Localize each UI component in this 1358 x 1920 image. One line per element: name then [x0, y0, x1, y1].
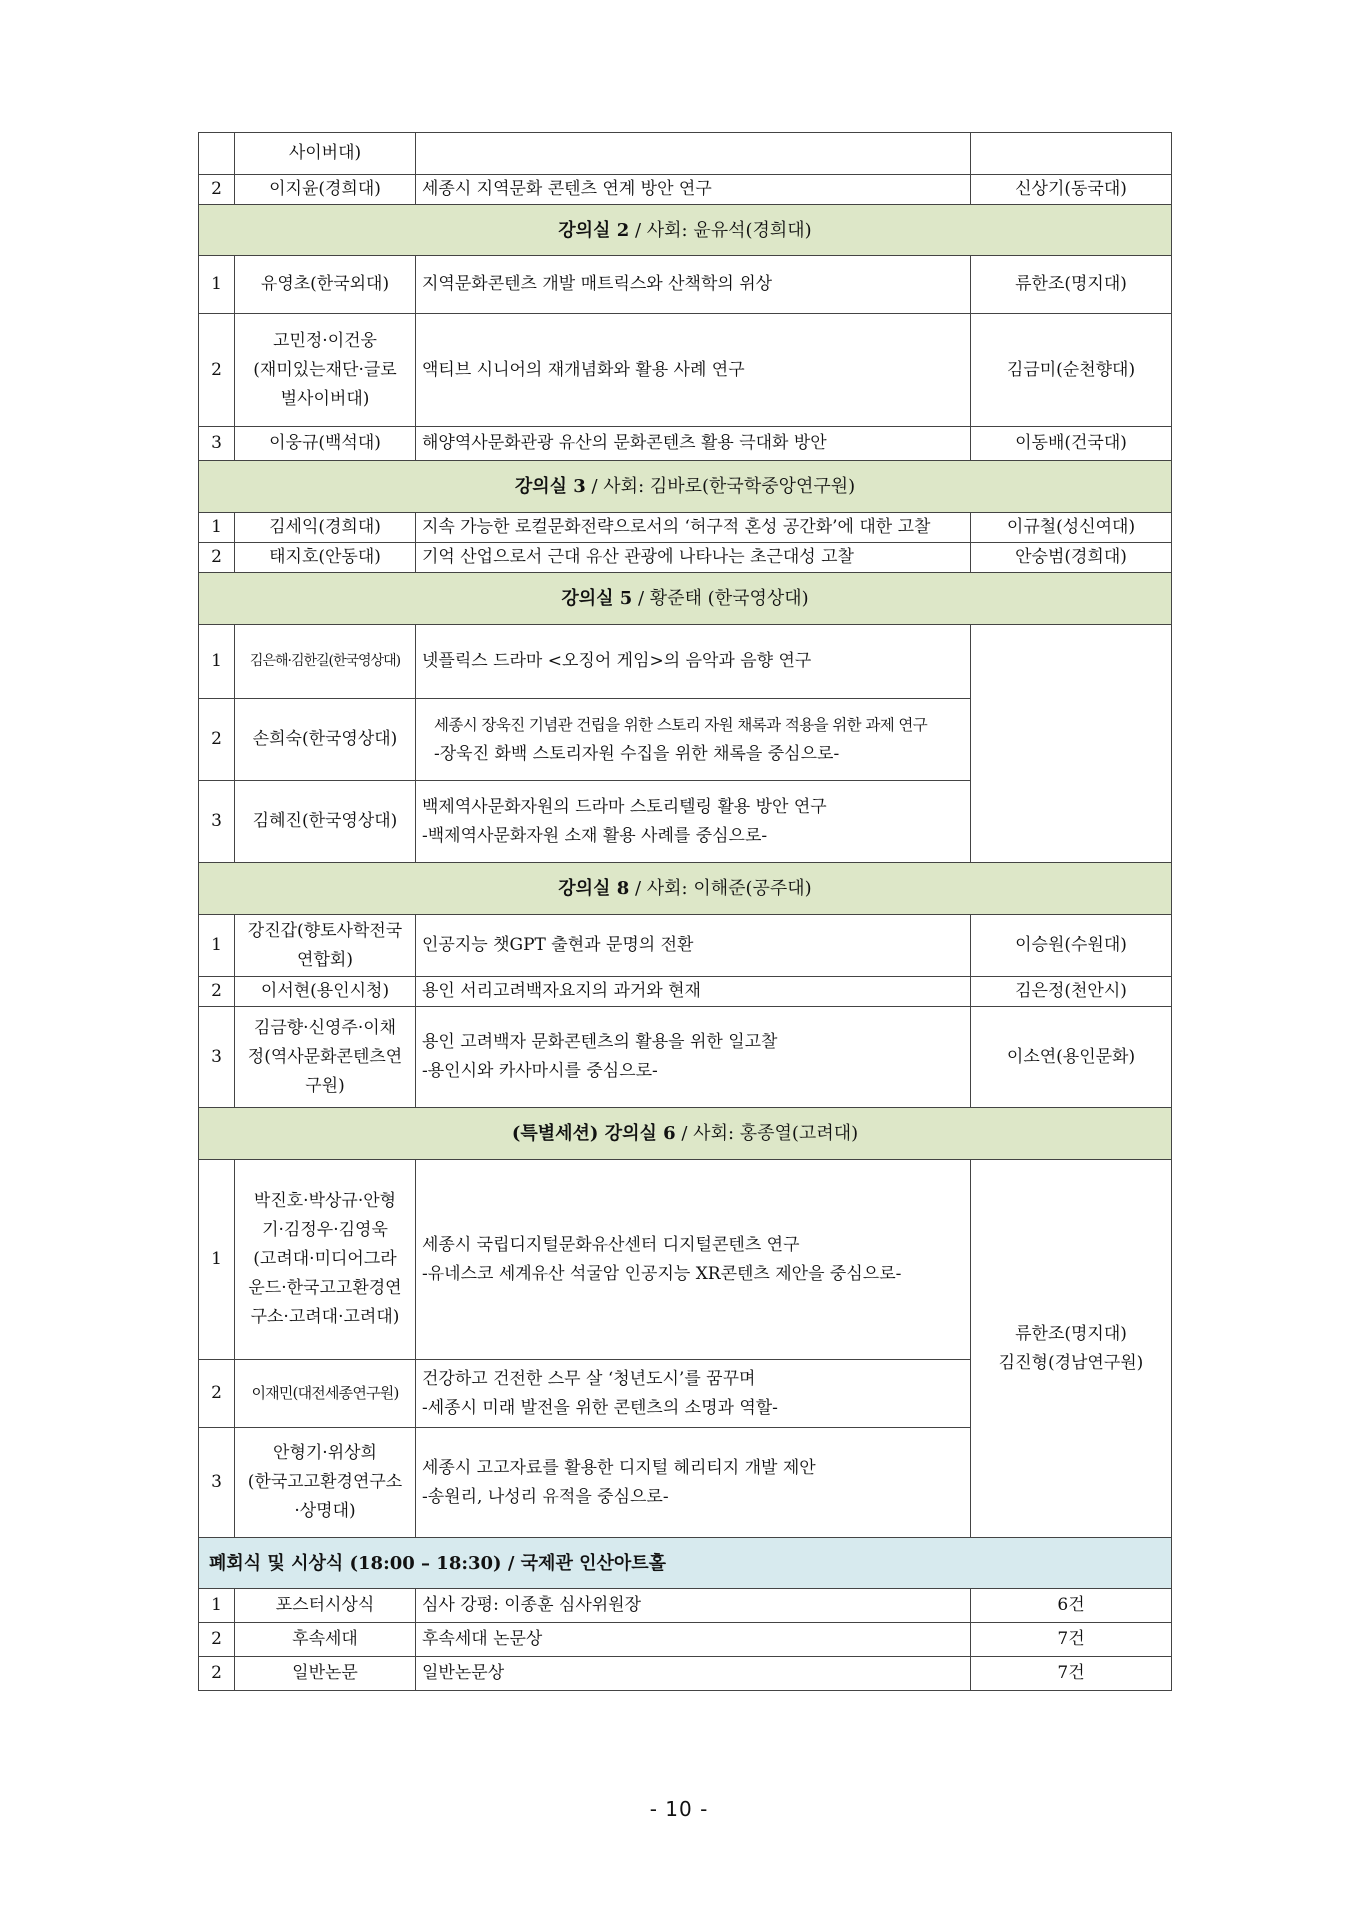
paper-title: 용인 고려백자 문화콘텐츠의 활용을 위한 일고찰 -용인시와 카사마시를 중심으로- — [416, 1007, 971, 1108]
section-header-special — [199, 1108, 1172, 1160]
discussant: 이규철(성신여대) — [971, 513, 1172, 543]
discussant: 이소연(용인문화) — [971, 1007, 1172, 1108]
row-number: 1 — [199, 1160, 235, 1360]
section-host: / 사회: 윤유석(경희대) — [629, 219, 812, 241]
discussant: 안숭범(경희대) — [971, 543, 1172, 573]
page-number: - 10 - — [649, 1797, 709, 1821]
award-count: 7건 — [971, 1657, 1172, 1691]
program-table — [198, 132, 1172, 1691]
row-number: 1 — [199, 513, 235, 543]
table-row — [199, 133, 1172, 175]
section-room-label: 강의실 8 — [558, 878, 630, 899]
presenter: 김금향·신영주·이채 정(역사문화콘텐츠연 구원) — [235, 1007, 416, 1108]
table-row — [199, 1623, 1172, 1657]
closing-ceremony-header: 폐회식 및 시상식 (18:00 – 18:30) / 국제관 인산아트홀 — [199, 1538, 1172, 1589]
section-host: / 사회: 홍종열(고려대) — [675, 1123, 859, 1144]
paper-title: 액티브 시니어의 재개념화와 활용 사례 연구 — [416, 314, 971, 427]
presenter: 김혜진(한국영상대) — [235, 781, 416, 863]
table-row — [199, 513, 1172, 543]
row-number — [199, 133, 235, 175]
table-row — [199, 1160, 1172, 1360]
row-number: 3 — [199, 1007, 235, 1108]
paper-title: 해양역사문화관광 유산의 문화콘텐츠 활용 극대화 방안 — [416, 427, 971, 461]
presenter: 김세익(경희대) — [235, 513, 416, 543]
table-row — [199, 1589, 1172, 1623]
table-row — [199, 1007, 1172, 1108]
paper-title: 세종시 장욱진 기념관 건립을 위한 스토리 자원 채록과 적용을 위한 과제 연구 -장욱진 화백 스토리자원 수집을 위한 채록을 중심으로- — [416, 699, 971, 781]
row-number: 2 — [199, 699, 235, 781]
table-row — [199, 977, 1172, 1007]
row-number: 2 — [199, 1360, 235, 1428]
paper-title: 세종시 고고자료를 활용한 디지털 헤리티지 개발 제안 -송원리, 나성리 유적을 중심으로- — [416, 1428, 971, 1538]
presenter: 안형기·위상희 (한국고고환경연구소 ·상명대) — [235, 1428, 416, 1538]
paper-title: 지속 가능한 로컬문화전략으로서의 ‘허구적 혼성 공간화’에 대한 고찰 — [416, 513, 971, 543]
section-header-room8 — [199, 863, 1172, 915]
row-number: 2 — [199, 1623, 235, 1657]
section-header-room3 — [199, 461, 1172, 513]
presenter: 고민정·이건웅 (재미있는재단·글로 벌사이버대) — [235, 314, 416, 427]
row-number: 1 — [199, 256, 235, 314]
row-number: 1 — [199, 625, 235, 699]
discussant: 류한조(명지대) 김진형(경남연구원) — [971, 1160, 1172, 1538]
award-category: 일반논문 — [235, 1657, 416, 1691]
section-room-label: 강의실 2 — [558, 219, 630, 241]
discussant: 김은정(천안시) — [971, 977, 1172, 1007]
paper-title: 백제역사문화자원의 드라마 스토리텔링 활용 방안 연구 -백제역사문화자원 소재 활용 사례를 중심으로- — [416, 781, 971, 863]
presenter: 이지윤(경희대) — [235, 175, 416, 205]
section-host: / 사회: 이해준(공주대) — [629, 878, 812, 899]
paper-title: 인공지능 챗GPT 출현과 문명의 전환 — [416, 915, 971, 977]
presenter: 손희숙(한국영상대) — [235, 699, 416, 781]
presenter: 사이버대) — [235, 133, 416, 175]
discussant: 김금미(순천향대) — [971, 314, 1172, 427]
section-host: / 사회: 김바로(한국학중앙연구원) — [585, 476, 856, 497]
row-number: 2 — [199, 175, 235, 205]
award-category: 후속세대 — [235, 1623, 416, 1657]
presenter: 태지호(안동대) — [235, 543, 416, 573]
award-count: 6건 — [971, 1589, 1172, 1623]
paper-title: 세종시 국립디지털문화유산센터 디지털콘텐츠 연구 -유네스코 세계유산 석굴암 인공지능 XR콘텐츠 제안을 중심으로- — [416, 1160, 971, 1360]
row-number: 2 — [199, 977, 235, 1007]
presenter: 이웅규(백석대) — [235, 427, 416, 461]
table-row — [199, 427, 1172, 461]
section-room-label: 강의실 3 — [514, 476, 586, 497]
section-header-room5 — [199, 573, 1172, 625]
award-category: 포스터시상식 — [235, 1589, 416, 1623]
award-detail: 후속세대 논문상 — [416, 1623, 971, 1657]
section-room-label: (특별세션) 강의실 6 — [511, 1123, 676, 1144]
paper-title: 건강하고 건전한 스무 살 ‘청년도시’를 꿈꾸며 -세종시 미래 발전을 위한 콘텐츠의 소명과 역할- — [416, 1360, 971, 1428]
paper-title: 지역문화콘텐츠 개발 매트릭스와 산책학의 위상 — [416, 256, 971, 314]
discussant: 이동배(건국대) — [971, 427, 1172, 461]
presenter: 이서현(용인시청) — [235, 977, 416, 1007]
row-number: 2 — [199, 314, 235, 427]
discussant: 류한조(명지대) — [971, 256, 1172, 314]
paper-title: 용인 서리고려백자요지의 과거와 현재 — [416, 977, 971, 1007]
table-row — [199, 256, 1172, 314]
paper-title: 기억 산업으로서 근대 유산 관광에 나타나는 초근대성 고찰 — [416, 543, 971, 573]
paper-title: 세종시 지역문화 콘텐츠 연계 방안 연구 — [416, 175, 971, 205]
discussant — [971, 133, 1172, 175]
row-number: 3 — [199, 781, 235, 863]
award-count: 7건 — [971, 1623, 1172, 1657]
row-number: 2 — [199, 543, 235, 573]
section-host: / 황준태 (한국영상대) — [632, 588, 809, 609]
presenter: 박진호·박상규·안형 기·김정우·김영욱 (고려대·미디어그라 운드·한국고고환경연 구소·고려대·고려대) — [235, 1160, 416, 1360]
row-number: 2 — [199, 1657, 235, 1691]
row-number: 3 — [199, 427, 235, 461]
award-detail: 심사 강평: 이종훈 심사위원장 — [416, 1589, 971, 1623]
table-row — [199, 915, 1172, 977]
row-number: 1 — [199, 915, 235, 977]
row-number: 3 — [199, 1428, 235, 1538]
section-room-label: 강의실 5 — [561, 588, 633, 609]
section-header-room2 — [199, 205, 1172, 256]
presenter: 이재민(대전세종연구원) — [235, 1360, 416, 1428]
table-row — [199, 1657, 1172, 1691]
paper-title — [416, 133, 971, 175]
presenter: 유영초(한국외대) — [235, 256, 416, 314]
award-detail: 일반논문상 — [416, 1657, 971, 1691]
presenter: 강진갑(향토사학전국 연합회) — [235, 915, 416, 977]
table-row — [199, 543, 1172, 573]
table-row — [199, 314, 1172, 427]
row-number: 1 — [199, 1589, 235, 1623]
presenter: 김은해·김한길(한국영상대) — [235, 625, 416, 699]
discussant: 신상기(동국대) — [971, 175, 1172, 205]
paper-title: 넷플릭스 드라마 <오징어 게임>의 음악과 음향 연구 — [416, 625, 971, 699]
table-row — [199, 175, 1172, 205]
discussant — [971, 625, 1172, 863]
table-row — [199, 625, 1172, 699]
discussant: 이승원(수원대) — [971, 915, 1172, 977]
